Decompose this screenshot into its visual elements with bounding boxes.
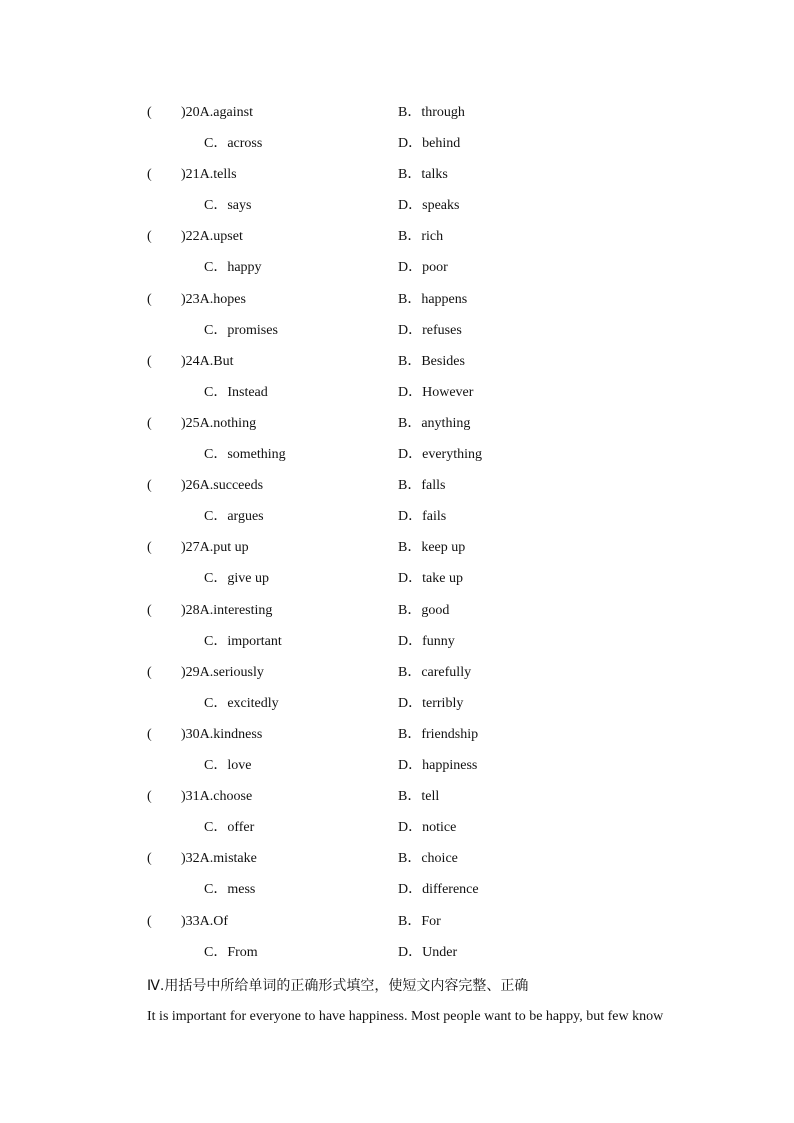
option-d-text: fails [422,509,447,524]
question-item [0,165,794,227]
answer-bracket-open: ( [147,167,152,182]
option-d-prefix: D． [398,509,423,524]
option-b [398,227,443,247]
answer-bracket-close: ) [181,478,186,493]
question-number: 23 [185,292,200,307]
option-a-text: put up [213,540,249,555]
option-c-text: excitedly [227,696,279,711]
option-d [398,694,463,714]
answer-bracket-close: ) [181,292,186,307]
answer-bracket-close: ) [181,851,186,866]
option-b-text: keep up [421,540,466,555]
question-number-and-option-a [181,290,246,310]
question-number: 24 [185,354,200,369]
option-c [204,196,251,216]
question-row-ab [0,165,794,185]
option-b [398,912,441,932]
option-c [204,694,279,714]
option-b-prefix: B． [398,540,422,555]
option-b-text: tell [421,789,440,804]
option-a-text: succeeds [213,478,264,493]
option-a-text: mistake [213,851,257,866]
question-item [0,787,794,849]
question-item [0,663,794,725]
question-item [0,912,794,974]
question-number: 29 [185,665,200,680]
option-c [204,383,268,403]
answer-bracket-close: ) [181,665,186,680]
option-c-prefix: C． [204,509,228,524]
option-c-prefix: C． [204,571,228,586]
question-number-and-option-a [181,849,257,869]
option-b-prefix: B． [398,603,422,618]
option-b-text: anything [421,416,471,431]
option-a-prefix: A. [199,914,214,929]
option-c [204,134,262,154]
option-b [398,290,467,310]
option-d-text: poor [422,260,448,275]
option-a-text: against [213,105,253,120]
option-b-prefix: B． [398,478,422,493]
question-row-cd [0,258,794,278]
option-b [398,538,465,558]
option-b [398,663,471,683]
option-c-prefix: C． [204,882,228,897]
question-item [0,227,794,289]
option-a-text: seriously [213,665,264,680]
question-number-and-option-a [181,352,234,372]
answer-bracket-open: ( [147,478,152,493]
question-number-and-option-a [181,787,252,807]
option-c-text: mess [227,882,256,897]
option-c-prefix: C． [204,634,228,649]
option-a-prefix: A. [199,167,214,182]
option-d-prefix: D． [398,634,423,649]
answer-bracket-close: ) [181,167,186,182]
option-b-prefix: B． [398,727,422,742]
option-c-prefix: C． [204,198,228,213]
option-a-text: hopes [213,292,246,307]
question-number: 27 [185,540,200,555]
question-number-and-option-a [181,165,237,185]
question-number: 28 [185,603,200,618]
answer-bracket-open: ( [147,789,152,804]
option-c [204,445,286,465]
option-b-text: happens [421,292,468,307]
question-number: 22 [185,229,200,244]
option-d-prefix: D． [398,882,423,897]
question-number: 32 [185,851,200,866]
option-d-text: take up [422,571,463,586]
answer-bracket-open: ( [147,416,152,431]
option-b-text: through [421,105,465,120]
option-a-text: interesting [213,603,273,618]
option-b [398,601,449,621]
option-d [398,507,446,527]
answer-bracket-close: ) [181,603,186,618]
option-d-text: happiness [422,758,478,773]
answer-bracket-close: ) [181,105,186,120]
option-b [398,849,458,869]
option-d [398,321,462,341]
answer-bracket-open: ( [147,105,152,120]
option-a-prefix: A. [199,292,214,307]
option-d-text: However [422,385,474,400]
option-d-text: difference [422,882,479,897]
question-number-and-option-a [181,601,272,621]
option-d [398,258,448,278]
option-b [398,414,470,434]
option-d-prefix: D． [398,323,423,338]
option-d-prefix: D． [398,758,423,773]
option-a-text: tells [213,167,237,182]
option-d-text: Under [422,945,458,960]
answer-bracket-open: ( [147,603,152,618]
option-a-prefix: A. [199,354,214,369]
option-d [398,880,479,900]
option-a-prefix: A. [199,540,214,555]
answer-bracket-close: ) [181,229,186,244]
question-row-cd [0,880,794,900]
option-c-prefix: C． [204,696,228,711]
option-d-prefix: D． [398,571,423,586]
question-number: 26 [185,478,200,493]
option-d-prefix: D． [398,260,423,275]
option-a-prefix: A. [199,727,214,742]
option-c-prefix: C． [204,136,228,151]
option-b-prefix: B． [398,914,422,929]
question-number: 30 [185,727,200,742]
option-c-prefix: C． [204,758,228,773]
option-b [398,103,465,123]
option-b [398,725,478,745]
section-heading: Ⅳ.用括号中所给单词的正确形式填空，使短文内容完整、正确 [147,978,529,994]
option-d [398,818,456,838]
answer-bracket-open: ( [147,851,152,866]
option-a-prefix: A. [199,478,214,493]
option-d-prefix: D． [398,945,423,960]
option-b-prefix: B． [398,416,422,431]
option-c [204,756,251,776]
option-c-prefix: C． [204,323,228,338]
answer-bracket-close: ) [181,416,186,431]
question-number-and-option-a [181,476,263,496]
option-d-text: funny [422,634,455,649]
question-row-ab [0,538,794,558]
option-a-text: kindness [213,727,263,742]
question-number: 31 [185,789,200,804]
option-c-text: something [227,447,286,462]
question-row-ab [0,912,794,932]
question-item [0,352,794,414]
answer-bracket-open: ( [147,914,152,929]
question-row-cd [0,943,794,963]
answer-bracket-open: ( [147,540,152,555]
option-d-prefix: D． [398,696,423,711]
option-b-text: Besides [421,354,465,369]
option-a-prefix: A. [199,229,214,244]
question-number: 20 [185,105,200,120]
answer-bracket-close: ) [181,914,186,929]
option-d-text: speaks [422,198,460,213]
option-d [398,445,482,465]
option-a-prefix: A. [199,416,214,431]
option-c [204,632,282,652]
option-b [398,476,445,496]
answer-bracket-open: ( [147,665,152,680]
option-a-prefix: A. [199,851,214,866]
option-c-text: Instead [227,385,268,400]
question-row-ab [0,290,794,310]
option-d [398,196,459,216]
option-a-prefix: A. [199,603,214,618]
option-d-prefix: D． [398,820,423,835]
option-b-text: choice [421,851,458,866]
option-d-prefix: D． [398,136,423,151]
question-item [0,103,794,165]
question-item [0,538,794,600]
option-c [204,569,269,589]
question-row-ab [0,663,794,683]
answer-bracket-close: ) [181,540,186,555]
question-row-cd [0,756,794,776]
option-d-text: terribly [422,696,464,711]
question-row-cd [0,694,794,714]
question-number: 25 [185,416,200,431]
answer-bracket-close: ) [181,789,186,804]
option-c-prefix: C． [204,447,228,462]
option-c-text: says [227,198,252,213]
question-number-and-option-a [181,103,253,123]
option-c [204,943,258,963]
option-c-text: love [227,758,252,773]
answer-bracket-close: ) [181,354,186,369]
question-row-ab [0,414,794,434]
option-a-text: upset [213,229,243,244]
question-row-cd [0,134,794,154]
question-item [0,849,794,911]
option-c-text: happy [227,260,262,275]
question-number-and-option-a [181,663,264,683]
option-b [398,352,465,372]
option-a-prefix: A. [199,105,214,120]
answer-bracket-open: ( [147,727,152,742]
option-a-prefix: A. [199,665,214,680]
question-row-cd [0,569,794,589]
question-item [0,601,794,663]
question-item [0,476,794,538]
option-d [398,134,460,154]
option-c [204,818,254,838]
question-number-and-option-a [181,414,256,434]
question-row-cd [0,632,794,652]
option-b [398,165,448,185]
option-c-prefix: C． [204,260,228,275]
answer-bracket-close: ) [181,727,186,742]
question-number-and-option-a [181,227,243,247]
option-d-text: refuses [422,323,462,338]
option-b-prefix: B． [398,229,422,244]
option-a-text: But [213,354,234,369]
option-c-text: argues [227,509,264,524]
option-d [398,943,457,963]
question-row-ab [0,476,794,496]
answer-bracket-open: ( [147,354,152,369]
option-b-text: carefully [421,665,472,680]
option-c-text: give up [227,571,269,586]
question-row-ab [0,725,794,745]
question-number: 21 [185,167,200,182]
option-d-prefix: D． [398,198,423,213]
option-b-text: friendship [421,727,479,742]
option-b-prefix: B． [398,665,422,680]
question-number: 33 [185,914,200,929]
question-row-cd [0,321,794,341]
option-d [398,756,477,776]
option-c [204,507,264,527]
option-d-text: behind [422,136,461,151]
option-b-text: rich [421,229,444,244]
option-c [204,258,262,278]
option-b-prefix: B． [398,167,422,182]
question-row-ab [0,787,794,807]
option-b-text: talks [421,167,448,182]
option-b-prefix: B． [398,354,422,369]
option-d-prefix: D． [398,385,423,400]
option-c-prefix: C． [204,385,228,400]
option-d [398,632,455,652]
option-c-text: offer [227,820,255,835]
question-number-and-option-a [181,912,228,932]
option-a-text: nothing [213,416,257,431]
option-d [398,569,463,589]
option-c [204,880,255,900]
answer-bracket-open: ( [147,229,152,244]
question-item [0,290,794,352]
question-row-ab [0,103,794,123]
option-c [204,321,278,341]
question-number-and-option-a [181,725,262,745]
option-c-prefix: C． [204,945,228,960]
question-item [0,414,794,476]
option-d-prefix: D． [398,447,423,462]
option-b-prefix: B． [398,292,422,307]
option-b-text: good [421,603,450,618]
question-row-cd [0,507,794,527]
option-b [398,787,439,807]
option-b-prefix: B． [398,105,422,120]
option-d [398,383,473,403]
option-c-prefix: C． [204,820,228,835]
option-b-text: For [421,914,441,929]
question-number-and-option-a [181,538,249,558]
passage-text: It is important for everyone to have happiness. Most people want to be happy, but few know [147,1009,664,1024]
option-c-text: important [227,634,282,649]
question-row-ab [0,227,794,247]
answer-bracket-open: ( [147,292,152,307]
option-c-text: promises [227,323,278,338]
question-row-cd [0,383,794,403]
option-b-text: falls [421,478,446,493]
question-item [0,725,794,787]
question-row-cd [0,818,794,838]
question-row-cd [0,445,794,465]
option-c-text: From [227,945,258,960]
question-row-cd [0,196,794,216]
option-d-text: notice [422,820,457,835]
option-a-text: choose [213,789,253,804]
option-b-prefix: B． [398,851,422,866]
option-a-prefix: A. [199,789,214,804]
question-row-ab [0,601,794,621]
option-a-text: Of [213,914,229,929]
question-row-ab [0,849,794,869]
option-d-text: everything [422,447,482,462]
question-row-ab [0,352,794,372]
option-b-prefix: B． [398,789,422,804]
option-c-text: across [227,136,263,151]
